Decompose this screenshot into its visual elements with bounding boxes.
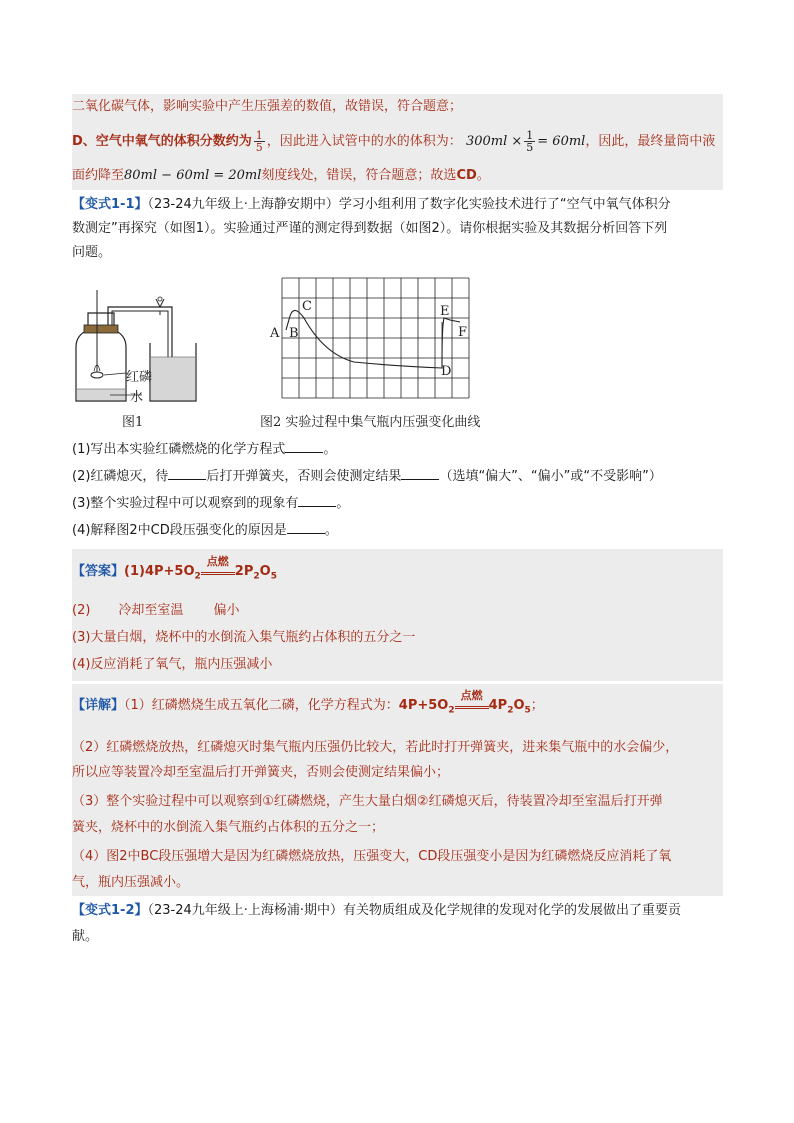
calc-result: = 60ml	[537, 134, 586, 149]
equation-part: 2P	[234, 564, 254, 579]
variant-tag: 【变式1-1】	[72, 197, 148, 212]
equation-part: 4P+5O	[398, 698, 449, 713]
explanation-text: ；	[530, 698, 544, 713]
solution-line-2	[72, 130, 715, 153]
equation-subscript: 2	[507, 705, 514, 716]
answer-blank	[298, 494, 336, 507]
reaction-condition	[201, 555, 235, 575]
solution-line-1	[72, 97, 462, 117]
final-answer: CD	[456, 168, 477, 183]
equation-subscript: 2	[253, 571, 260, 582]
explanation-line-2	[72, 738, 678, 758]
answer-text: (3)大量白烟，烧杯中的水倒流入集气瓶约占体积的五分之一	[72, 630, 416, 645]
point-label-e: E	[440, 304, 450, 319]
question-text: 献。	[72, 929, 99, 944]
calc-expression: 300ml ×	[465, 134, 523, 149]
answer-line-3	[72, 628, 415, 648]
variant-1-2-line-2	[72, 927, 98, 947]
equation-part: (1)4P+5O	[124, 564, 195, 579]
explanation-text: （2）红磷燃烧放热，红磷熄灭时集气瓶内压强仍比较大，若此时打开弹簧夹，进来集气瓶中的水会偏少，	[72, 740, 679, 755]
question-text: （23-24九年级上·上海静安期中）学习小组利用了数字化实验技术进行了“空气中氧气体积分	[147, 197, 671, 212]
answer-blank	[401, 467, 439, 480]
frac-denominator: 5	[526, 141, 534, 154]
explanation-line-7	[72, 873, 189, 893]
question-text: 。	[336, 496, 350, 511]
fig2-caption: 图2 实验过程中集气瓶内压强变化曲线	[260, 415, 481, 430]
option-d-text: D、空气中氧气的体积分数约为	[72, 134, 252, 149]
equation-subscript: 2	[194, 571, 201, 582]
question-text: (4)解释图2中CD段压强变化的原因是	[72, 523, 287, 538]
equals-bar	[201, 572, 235, 575]
frac-numerator: 1	[526, 129, 534, 142]
beaker-water	[151, 357, 195, 400]
condition-text: 点燃	[206, 555, 229, 568]
fig1-label-water: 水	[130, 390, 144, 405]
explanation-text: 气，瓶内压强减小。	[72, 875, 190, 890]
solution-line-3	[72, 166, 490, 186]
pressure-curve	[286, 310, 460, 368]
answer-tag: 【答案】	[72, 564, 125, 579]
solution-text: 。	[476, 168, 490, 183]
question-2	[72, 467, 662, 487]
equation-subscript: 2	[448, 705, 455, 716]
point-label-c: C	[302, 299, 312, 314]
explanation-line-6	[72, 847, 671, 867]
variant-1-1-line-1	[72, 195, 671, 215]
point-label-b: B	[289, 326, 299, 341]
question-text: 数测定”再探究（如图1）。实验通过严谨的测定得到数据（如图2）。请你根据实验及其数据分析回答下列	[72, 221, 668, 236]
answer-line-4	[72, 655, 272, 675]
explanation-text: （1）红磷燃烧生成五氧化二磷，化学方程式为：	[124, 698, 399, 713]
explanation-line-4	[72, 792, 663, 812]
explanation-line-1	[72, 689, 544, 721]
question-text: （23-24九年级上·上海杨浦·期中）有关物质组成及化学规律的发现对化学的发展做出了重要贡	[147, 903, 682, 918]
explanation-text: 所以应等装置冷却至室温后打开弹簧夹，否则会使测定结果偏小；	[72, 765, 450, 780]
solution-text: 二氧化碳气体，影响实验中产生压强差的数值，故错误，符合题意；	[72, 99, 463, 114]
equation-part: O	[513, 698, 525, 713]
answer-text: (4)反应消耗了氧气，瓶内压强减小	[72, 657, 273, 672]
variant-1-2-line-1	[72, 901, 681, 921]
fig1-label-phosphorus: 红磷	[126, 370, 153, 385]
answer-line-1	[72, 555, 277, 587]
answer-blank	[287, 521, 325, 534]
answer-blank	[168, 467, 206, 480]
explanation-text: （3）整个实验过程中可以观察到①红磷燃烧，产生大量白烟②红磷熄灭后，待装置冷却至室温后打开弹	[72, 794, 663, 809]
combustion-spoon	[91, 372, 103, 378]
question-3	[72, 494, 349, 514]
variant-1-1-line-2	[72, 219, 667, 239]
frac-denominator: 5	[255, 141, 263, 154]
point-label-f: F	[458, 325, 468, 340]
calc-expression: 80ml − 60ml = 20ml	[124, 168, 262, 183]
solution-text: 刻度线处，错误，符合题意；故选	[261, 168, 457, 183]
fig1-caption: 图1	[122, 415, 144, 430]
bottle-stopper	[84, 325, 118, 333]
answer-line-2	[72, 601, 239, 621]
reaction-condition	[455, 689, 489, 709]
figure-2-pressure-curve	[264, 276, 474, 406]
equation-part: 4P	[488, 698, 508, 713]
equals-bar	[455, 706, 489, 709]
bottle-water	[77, 389, 125, 400]
condition-text: 点燃	[460, 689, 483, 702]
answer-text: 冷却至室温	[118, 603, 184, 618]
answer-blank	[285, 440, 323, 453]
frac-numerator: 1	[255, 129, 263, 142]
question-text: (2)红磷熄灭，待	[72, 469, 169, 484]
equation-part: O	[259, 564, 271, 579]
point-label-a: A	[270, 326, 280, 341]
question-text: 后打开弹簧夹，否则会使测定结果	[206, 469, 402, 484]
question-text: 。	[324, 523, 338, 538]
solution-text: 面约降至	[72, 168, 125, 183]
explanation-text: （4）图2中BC段压强增大是因为红磷燃烧放热，压强变大，CD段压强变小是因为红磷燃烧反应消耗了氧	[72, 849, 672, 864]
question-text: 问题。	[72, 245, 112, 260]
equation-subscript: 5	[524, 705, 531, 716]
question-text: (1)写出本实验红磷燃烧的化学方程式	[72, 442, 286, 457]
solution-text: ，因此，最终量筒中液	[585, 134, 716, 149]
question-4	[72, 521, 338, 541]
equation-subscript: 5	[270, 571, 277, 582]
variant-tag: 【变式1-2】	[72, 903, 148, 918]
question-1	[72, 440, 336, 460]
explanation-line-5	[72, 818, 384, 838]
variant-1-1-line-3	[72, 243, 111, 263]
answer-number: (2)	[72, 603, 91, 618]
grid	[282, 278, 469, 398]
fraction-one-fifth	[524, 130, 535, 153]
point-label-d: D	[441, 364, 452, 379]
explanation-text: 簧夹，烧杯中的水倒流入集气瓶约占体积的五分之一；	[72, 820, 385, 835]
fraction-one-fifth	[254, 130, 265, 153]
question-text: 。	[323, 442, 337, 457]
solution-text: ，因此进入试管中的水的体积为：	[266, 134, 462, 149]
answer-text: 偏小	[213, 603, 240, 618]
question-text: (3)整个实验过程中可以观察到的现象有	[72, 496, 299, 511]
explanation-line-3	[72, 763, 449, 783]
question-text: （选填“偏大”、“偏小”或“不受影响”）	[439, 469, 662, 484]
explanation-tag: 【详解】	[72, 698, 125, 713]
